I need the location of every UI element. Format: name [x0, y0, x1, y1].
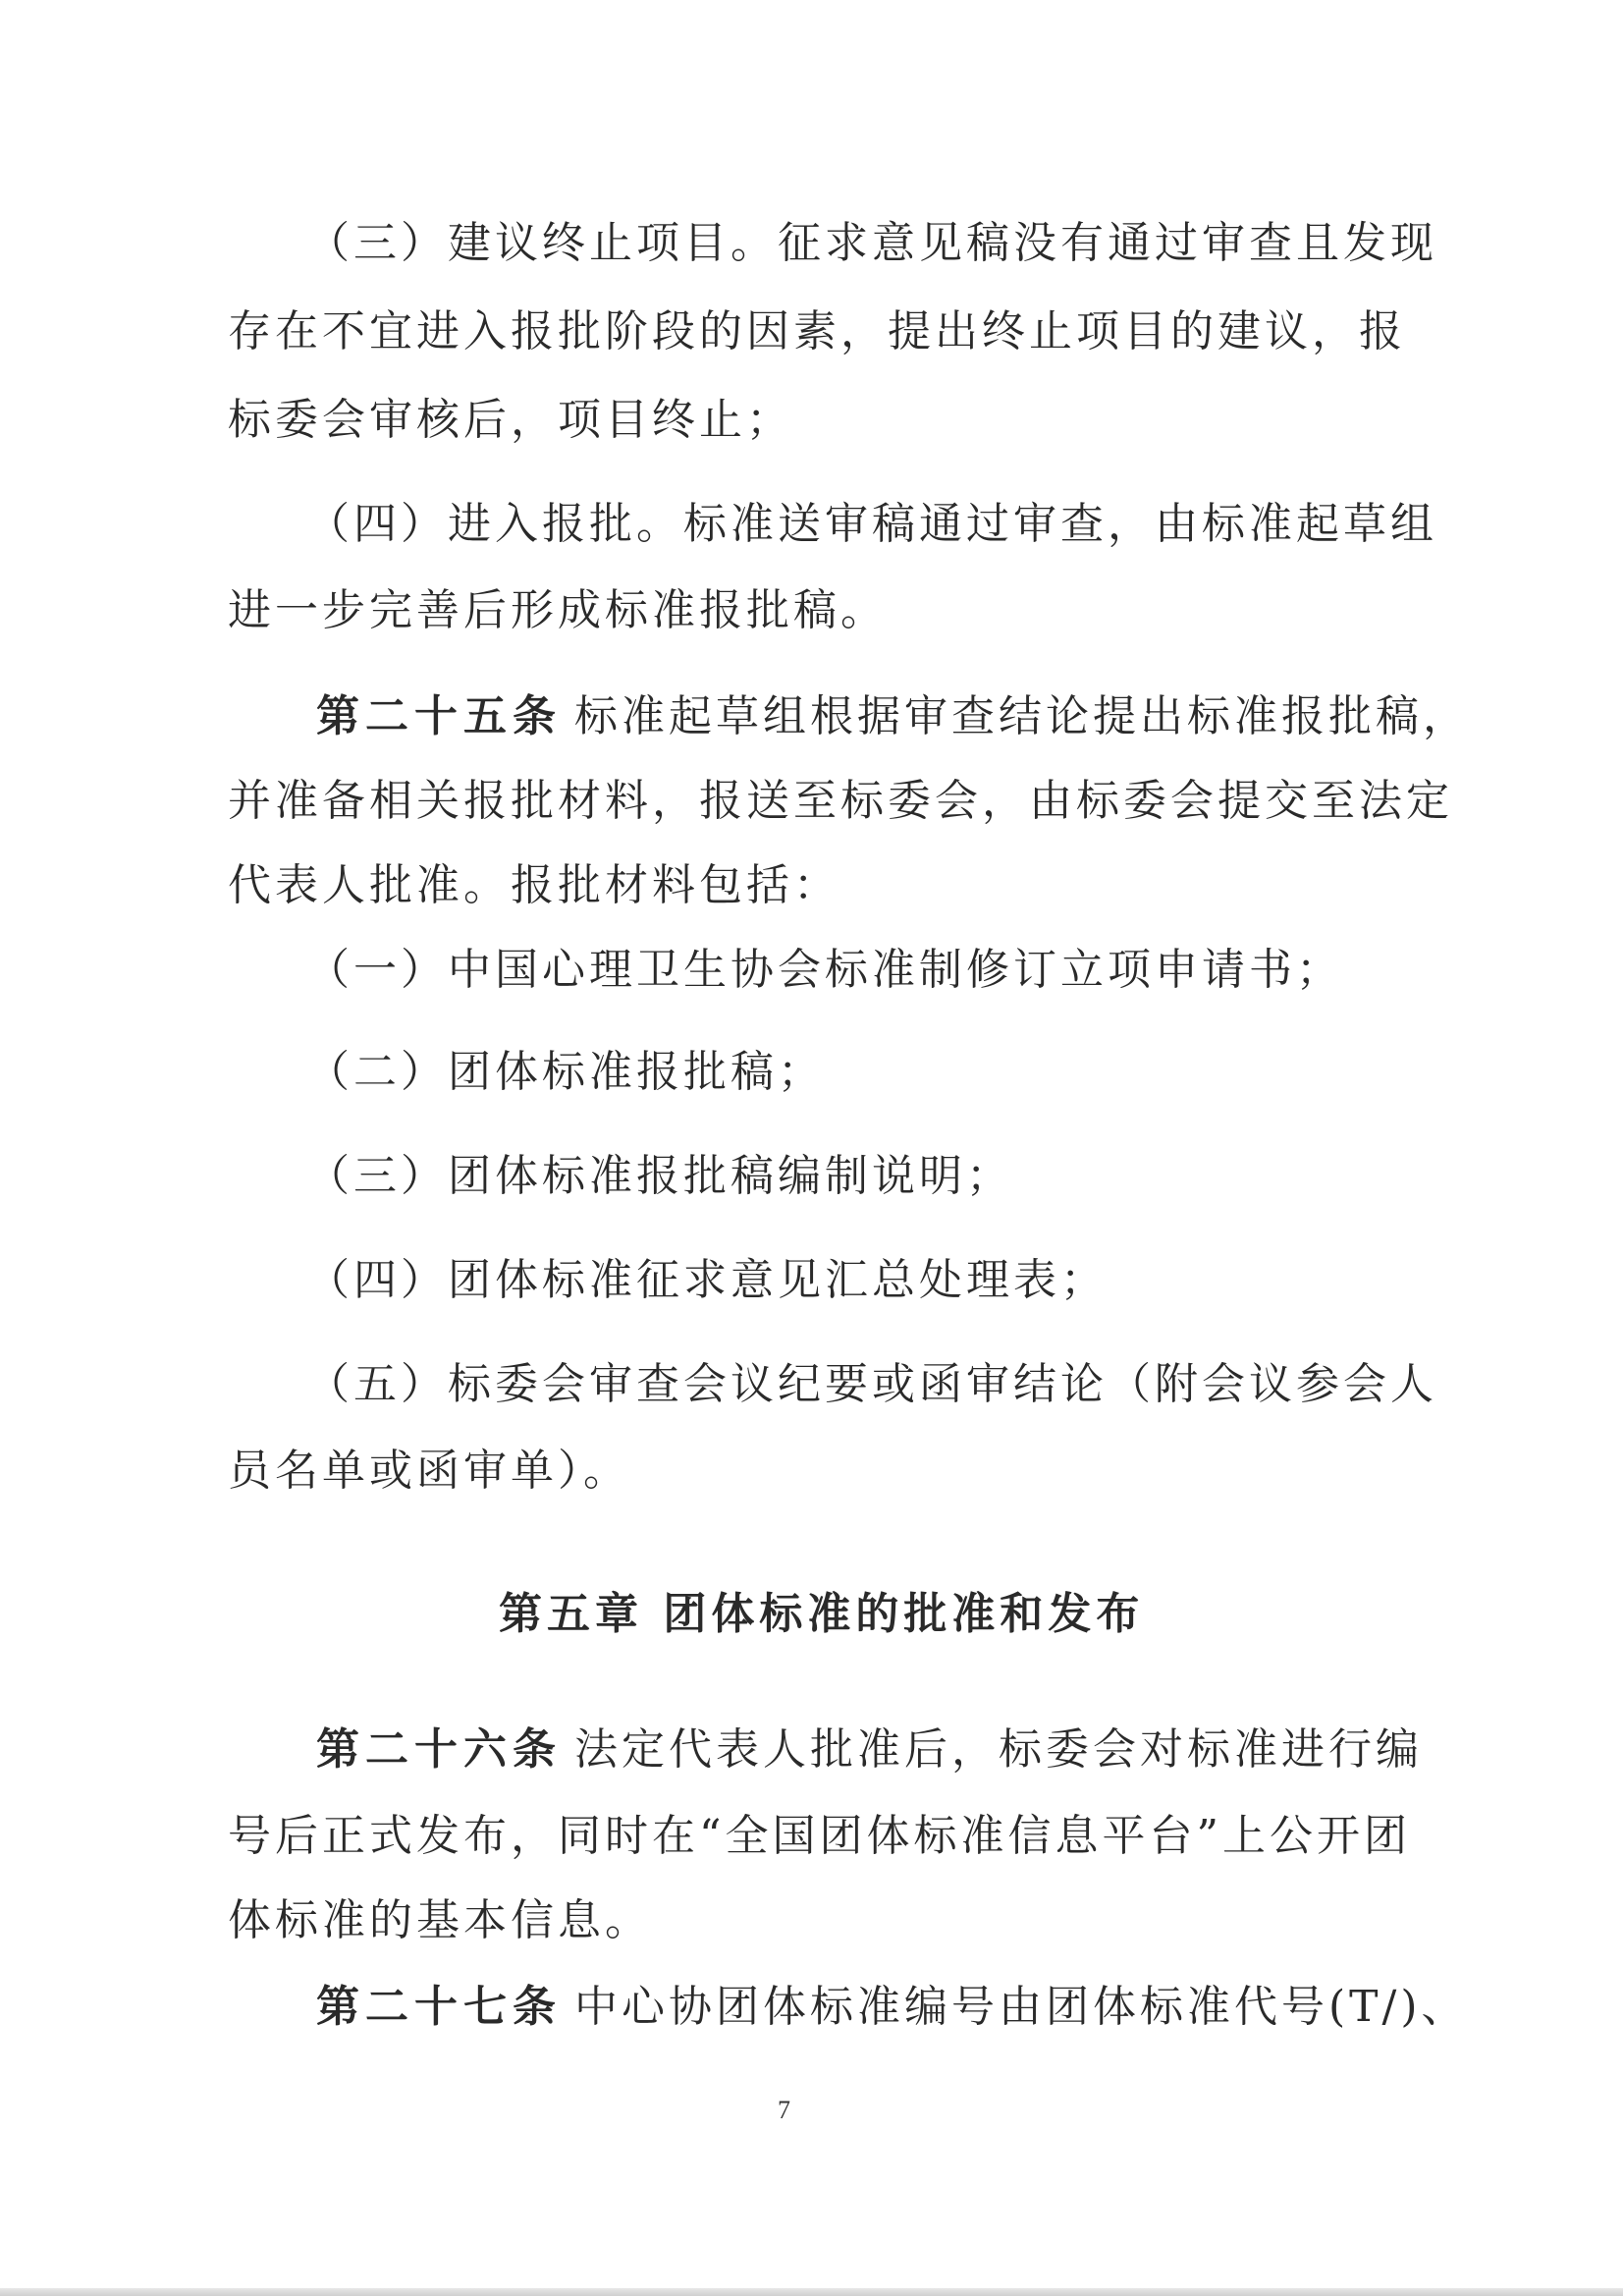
chapter-title: 第五章 团体标准的批准和发布 — [499, 1589, 1145, 1639]
scan-edge — [0, 2288, 1623, 2296]
list-item: （四）团体标准征求意见汇总处理表； — [306, 1255, 1108, 1305]
list-item: （二）团体标准报批稿； — [306, 1047, 825, 1097]
text-line: 存在不宜进入报批阶段的因素，提出终止项目的建议，报 — [228, 306, 1406, 356]
list-item: （五）标委会审查会议纪要或函审结论（附会议参会人 — [306, 1359, 1437, 1409]
text-line: 标准起草组根据审查结论提出标准报批稿， — [574, 691, 1470, 741]
text-line: 并准备相关报批材料，报送至标委会，由标委会提交至法定 — [228, 776, 1453, 826]
text-line: 中心协团体标准编号由团体标准代号(T/)、 — [574, 1982, 1469, 2032]
article-number: 第二十七条 — [316, 1982, 562, 2032]
text-line: （四）进入报批。标准送审稿通过审查，由标准起草组 — [306, 499, 1437, 549]
text-line: （三）建议终止项目。征求意见稿没有通过审查且发现 — [306, 218, 1437, 268]
list-item: （三）团体标准报批稿编制说明； — [306, 1151, 1013, 1201]
article-number: 第二十五条 — [316, 691, 562, 741]
list-item: （一）中国心理卫生协会标准制修订立项申请书； — [306, 945, 1343, 995]
text-line: 法定代表人批准后，标委会对标准进行编 — [574, 1724, 1423, 1775]
text-line: 员名单或函审单）。 — [228, 1446, 630, 1496]
text-line: 进一步完善后形成标准报批稿。 — [228, 585, 888, 635]
text-line: 标委会审核后，项目终止； — [228, 395, 793, 445]
text-line: 代表人批准。报批材料包括： — [228, 860, 840, 910]
text-line: 号后正式发布，同时在“全国团体标准信息平台”上公开团 — [228, 1811, 1411, 1861]
text-line: 体标准的基本信息。 — [228, 1895, 652, 1945]
page-number: 7 — [778, 2096, 790, 2124]
article-number: 第二十六条 — [316, 1724, 562, 1775]
